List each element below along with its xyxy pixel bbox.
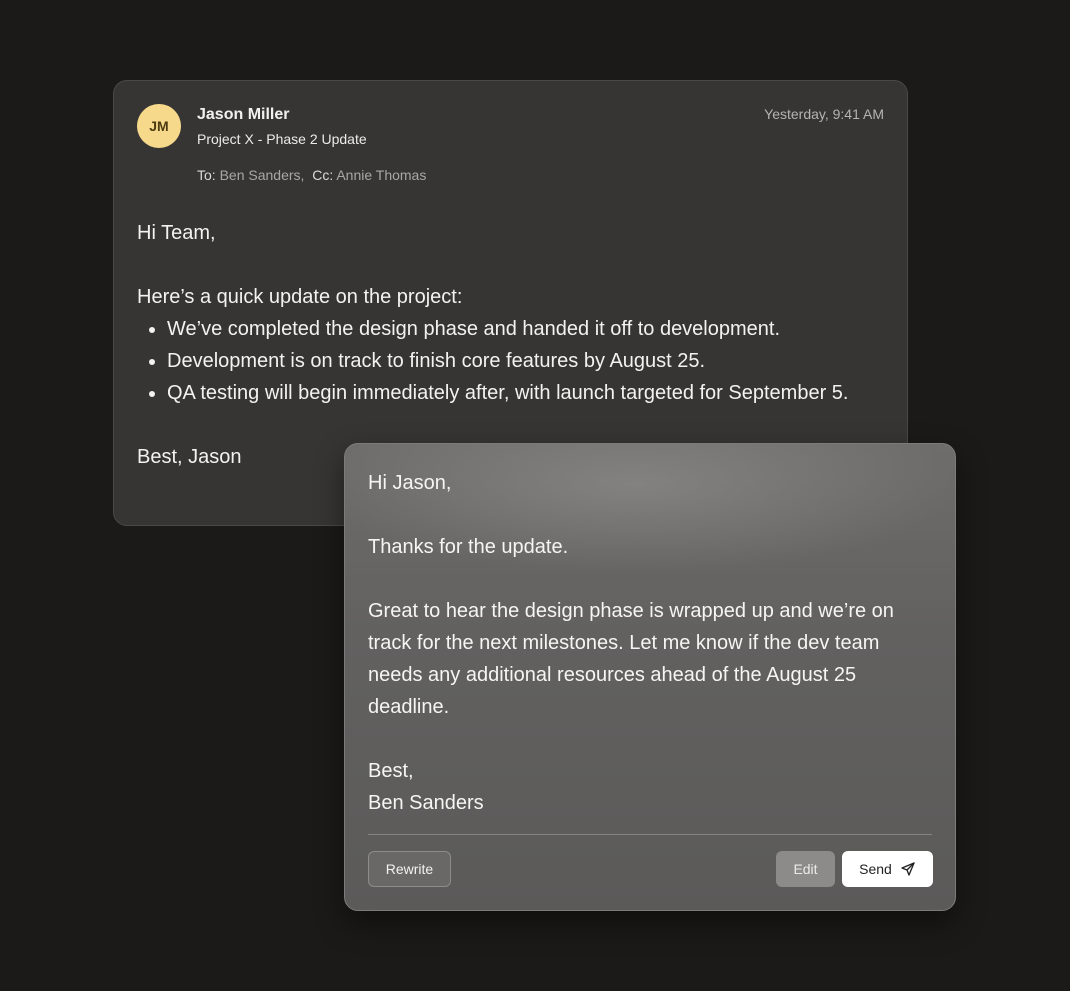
divider: [368, 834, 932, 835]
send-icon: [900, 861, 916, 877]
list-item: • QA testing will begin immediately after, with launch targeted for September 5.: [167, 377, 887, 409]
edit-button[interactable]: Edit: [776, 851, 835, 887]
reply-greeting: Hi Jason,: [368, 472, 452, 494]
email-intro: Here’s a quick update on the project:: [137, 286, 463, 308]
email-greeting: Hi Team,: [137, 222, 216, 244]
rewrite-button[interactable]: Rewrite: [368, 851, 451, 887]
email-body: [137, 217, 887, 473]
send-button[interactable]: [842, 851, 933, 887]
cc-label: Cc:: [312, 167, 334, 183]
reply-name: Ben Sanders: [368, 792, 484, 814]
list-item: • Development is on track to finish core features by August 25.: [167, 345, 887, 377]
reply-thanks: Thanks for the update.: [368, 536, 569, 558]
sender-name: Jason Miller: [197, 106, 290, 123]
reply-paragraph: Great to hear the design phase is wrapped up and we’re on track for the next milestones. Let me know if the dev team needs any additional resources ahead of the August 25 deadline.: [368, 600, 894, 718]
email-subject: Project X - Phase 2 Update: [197, 131, 367, 147]
reply-draft-card: [344, 443, 956, 911]
list-item: • We’ve completed the design phase and handed it off to development.: [167, 313, 887, 345]
email-bullet-list: [137, 313, 887, 409]
to-recipient[interactable]: Ben Sanders,: [219, 167, 305, 183]
recipients-line: [197, 167, 426, 183]
email-signoff: Best, Jason: [137, 446, 242, 468]
avatar: JM: [137, 104, 181, 148]
send-button-label: Send: [859, 861, 892, 877]
to-label: To:: [197, 167, 216, 183]
cc-recipient[interactable]: Annie Thomas: [336, 167, 427, 183]
email-timestamp: Yesterday, 9:41 AM: [764, 106, 884, 122]
reply-closing: Best,: [368, 760, 414, 782]
reply-body[interactable]: [368, 467, 938, 819]
